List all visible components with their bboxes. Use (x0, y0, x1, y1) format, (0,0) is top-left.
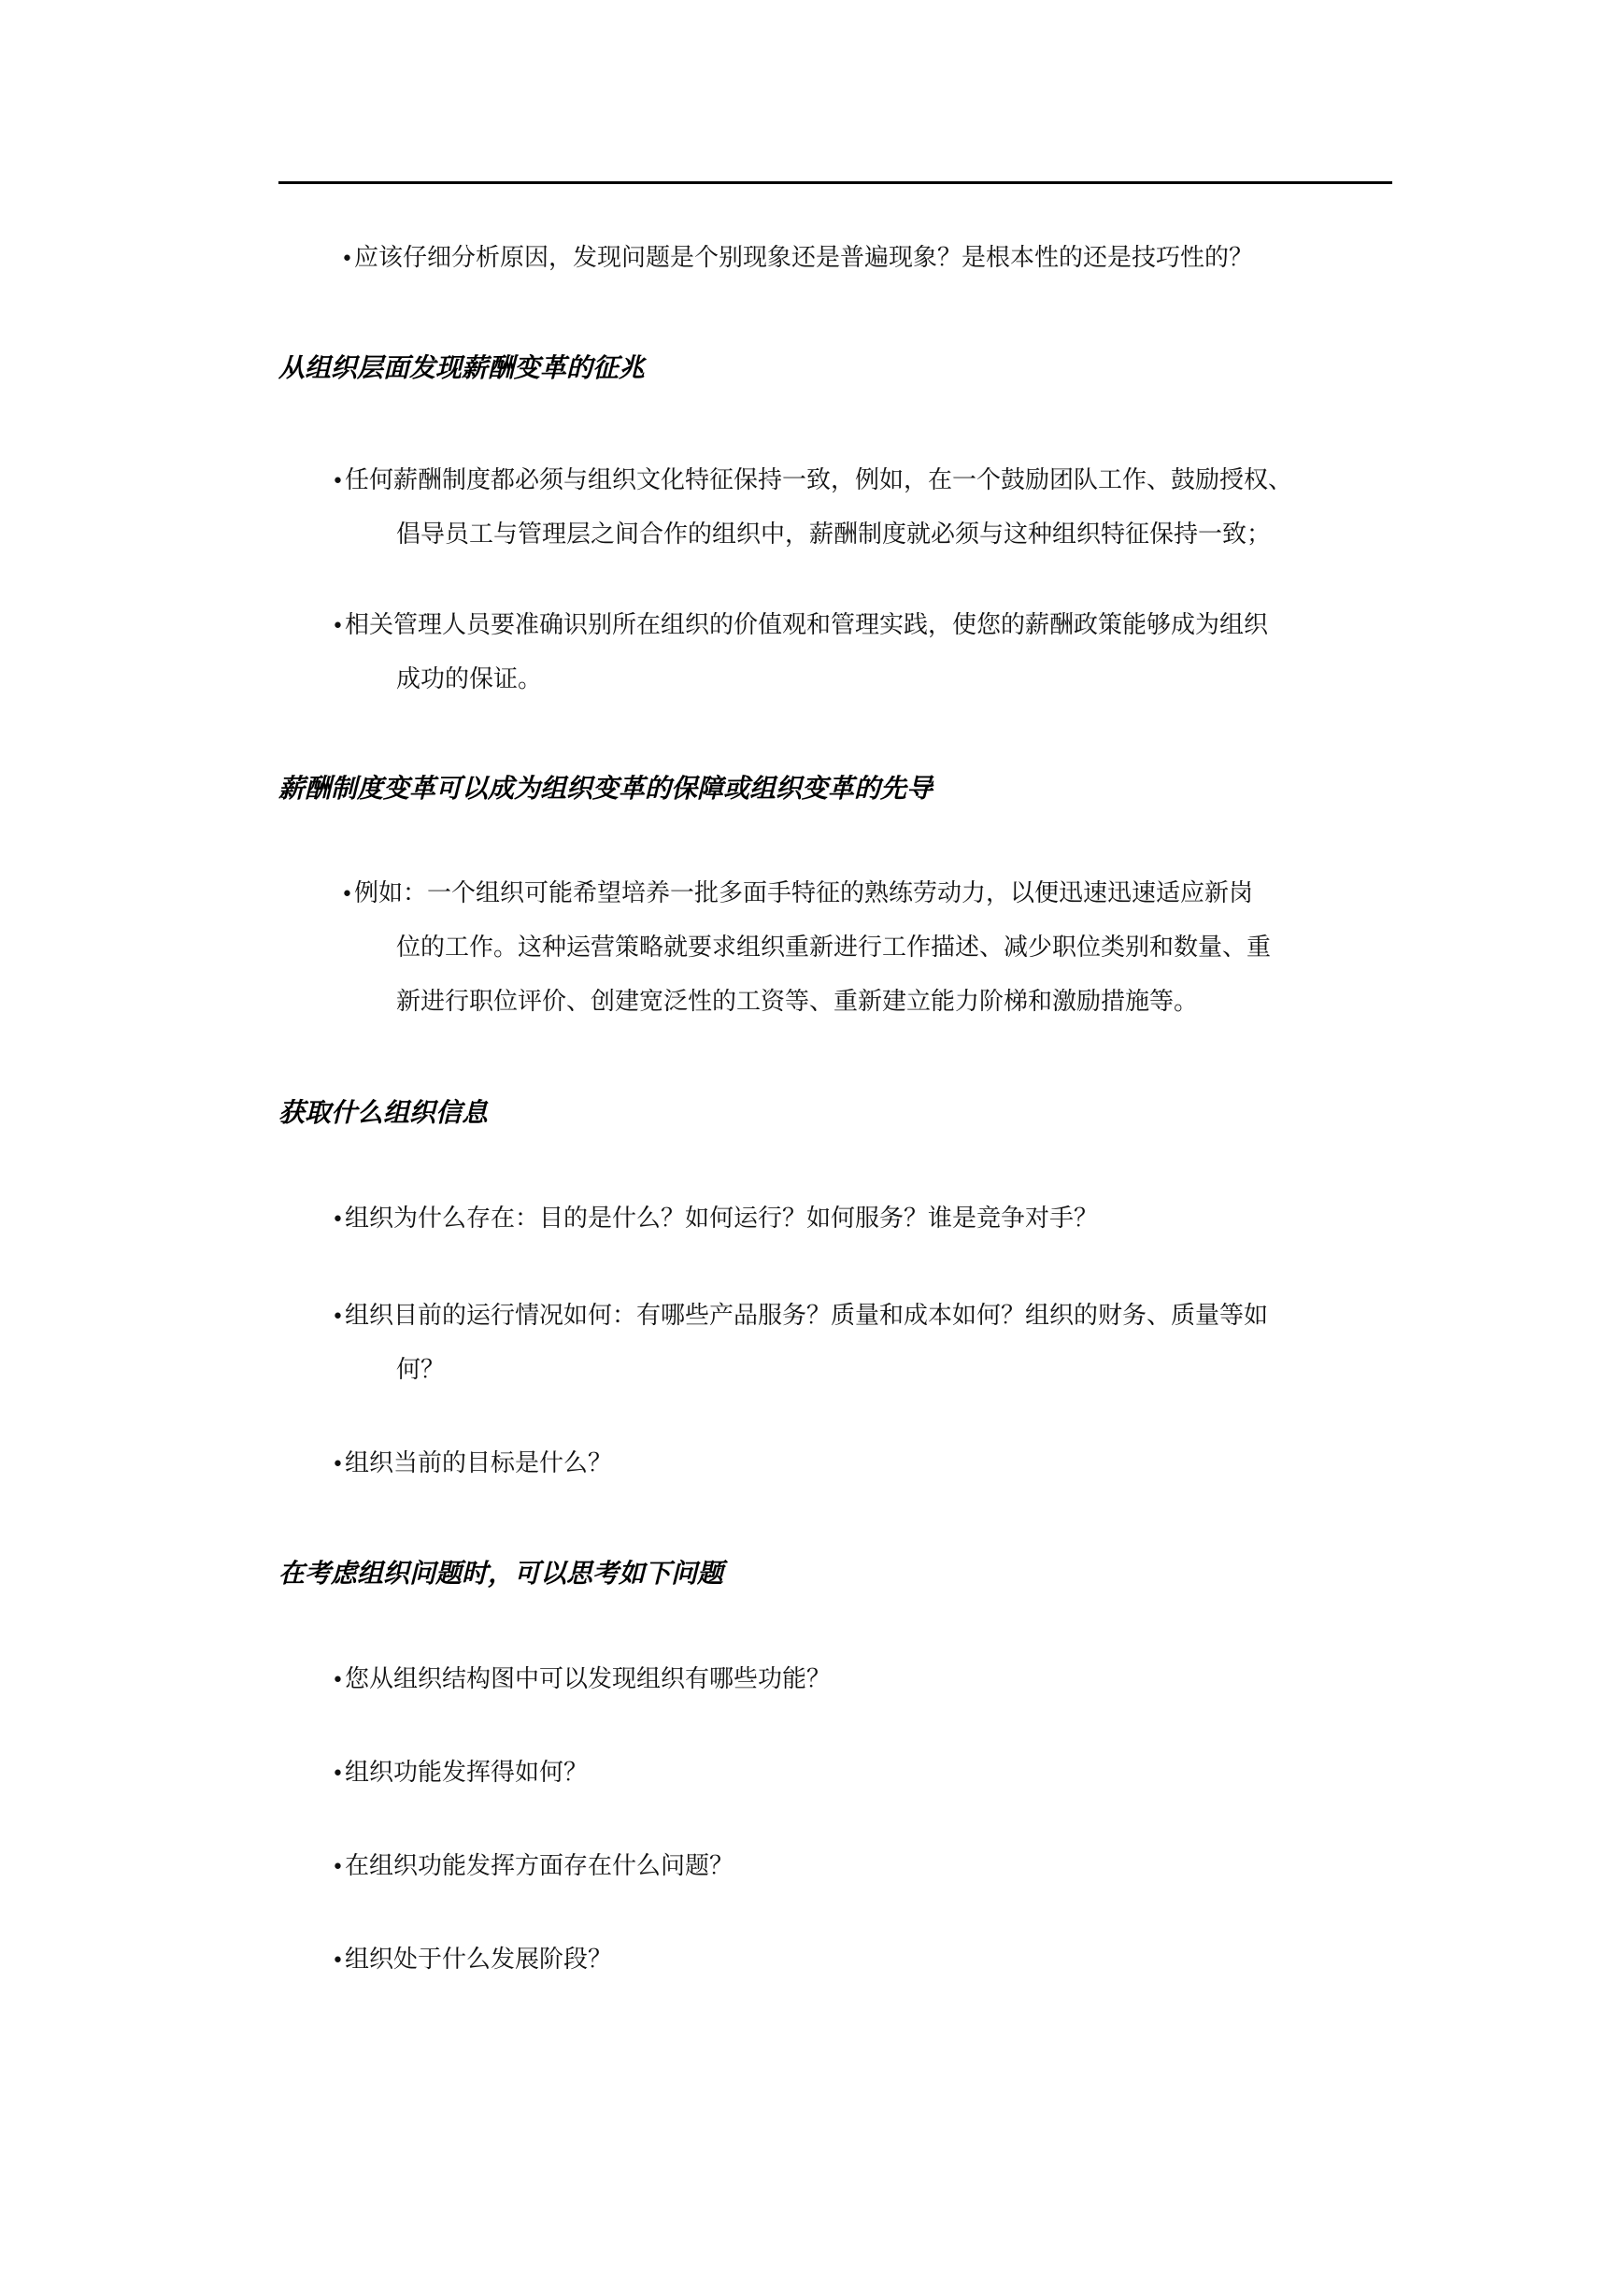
bullet-text-line-2: 成功的保证。 (396, 665, 543, 693)
bullet-dot: • (332, 1305, 344, 1329)
bullet-text: 组织功能发挥得如何？ (345, 1759, 589, 1787)
bullet-dot: • (332, 470, 344, 493)
bullet-text-line-1: 组织目前的运行情况如何：有哪些产品服务？质量和成本如何？组织的财务、质量等如 (345, 1302, 1269, 1330)
bullet-item-development-stage (332, 1932, 612, 1989)
bullet-item-current-goal (332, 1436, 612, 1492)
bullet-dot: • (332, 1453, 344, 1476)
bullet-text: 组织当前的目标是什么？ (345, 1449, 613, 1477)
section-heading-org-questions: 在考虑组织问题时，可以思考如下问题 (278, 1558, 724, 1589)
bullet-text: 组织处于什么发展阶段？ (345, 1946, 613, 1974)
bullet-dot: • (332, 1856, 344, 1879)
bullet-text: 组织为什么存在：目的是什么？如何运行？如何服务？谁是竞争对手？ (345, 1205, 1099, 1233)
bullet-item-identify-values (332, 598, 1268, 654)
section-heading-pay-reform-guarantee: 薪酬制度变革可以成为组织变革的保障或组织变革的先导 (278, 773, 933, 804)
bullet-dot: • (332, 615, 344, 638)
bullet-item-analyze-cause (341, 231, 1253, 287)
bullet-text: 应该仔细分析原因，发现问题是个别现象还是普遍现象？是根本性的还是技巧性的？ (354, 244, 1254, 272)
bullet-text-line-2: 位的工作。这种运营策略就要求组织重新进行工作描述、减少职位类别和数量、重 (396, 934, 1272, 962)
bullet-item-example-workforce (341, 866, 1253, 922)
header-rule (278, 181, 1392, 184)
bullet-text-line-1: 相关管理人员要准确识别所在组织的价值观和管理实践，使您的薪酬政策能够成为组织 (345, 611, 1269, 639)
bullet-item-current-operation (332, 1289, 1268, 1345)
bullet-dot: • (332, 1762, 344, 1786)
bullet-dot: • (341, 248, 353, 271)
bullet-item-why-exist (332, 1191, 1098, 1248)
bullet-dot: • (332, 1669, 344, 1692)
bullet-text-line-2: 倡导员工与管理层之间合作的组织中，薪酬制度就必须与这种组织特征保持一致； (396, 521, 1272, 549)
bullet-dot: • (341, 883, 353, 906)
bullet-text-line-1: 例如：一个组织可能希望培养一批多面手特征的熟练劳动力，以便迅速迅速适应新岗 (354, 879, 1254, 907)
bullet-dot: • (332, 1949, 344, 1973)
bullet-item-function-problems (332, 1839, 734, 1895)
bullet-text: 在组织功能发挥方面存在什么问题？ (345, 1852, 734, 1880)
section-heading-org-info: 获取什么组织信息 (278, 1097, 489, 1128)
bullet-item-function-performance (332, 1746, 588, 1802)
bullet-dot: • (332, 1208, 344, 1232)
bullet-text-line-3: 新进行职位评价、创建宽泛性的工资等、重新建立能力阶梯和激励措施等。 (396, 988, 1199, 1016)
bullet-text-line-2: 何？ (396, 1356, 446, 1384)
bullet-item-culture-consistency (332, 453, 1292, 509)
bullet-text-line-1: 任何薪酬制度都必须与组织文化特征保持一致，例如，在一个鼓励团队工作、鼓励授权、 (345, 466, 1293, 494)
bullet-item-org-chart-functions (332, 1652, 831, 1708)
bullet-text: 您从组织结构图中可以发现组织有哪些功能？ (345, 1665, 832, 1693)
section-heading-change-signs: 从组织层面发现薪酬变革的征兆 (278, 352, 646, 383)
